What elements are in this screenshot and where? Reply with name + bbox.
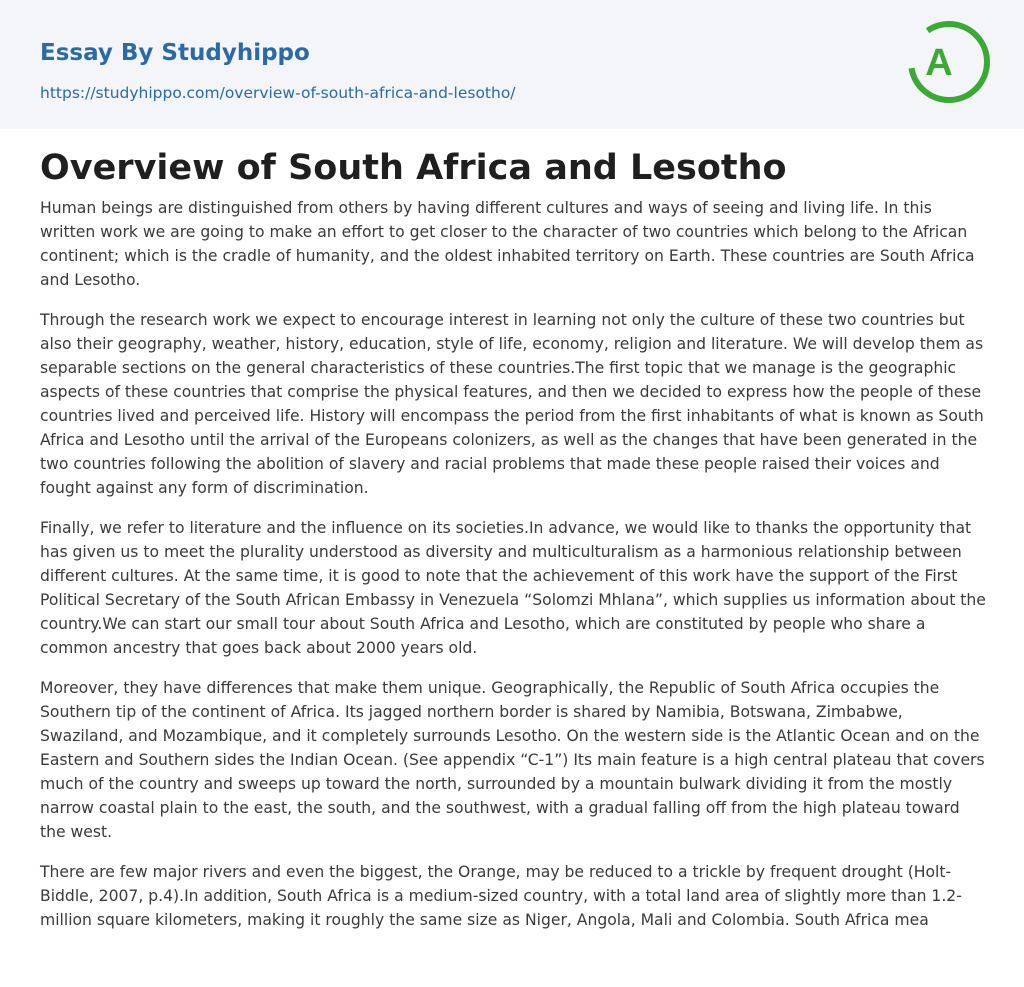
article <box>40 140 988 929</box>
article-title: Overview of South Africa and Lesotho <box>40 148 787 188</box>
studyhippo-logo-icon[interactable] <box>912 19 986 105</box>
site-header <box>0 0 1024 129</box>
article-paragraph-truncated: There are few major rivers and even the biggest, the Orange, may be reduced to a trickle by frequent drought (Holt-Biddle, 2007, p.4).In addition, South Africa is a medium-sized country, with a total land area of slightly more than 1.2-million square kilometers, making it roughly the same size as Niger, Angola, Mali and Colombia. South Africa mea <box>40 863 962 929</box>
page-url-link[interactable]: https://studyhippo.com/overview-of-south-africa-and-lesotho/ <box>40 84 516 102</box>
site-brand[interactable]: Essay By Studyhippo <box>40 40 310 66</box>
article-paragraph: Human beings are distinguished from others by having different cultures and ways of seeing and living life. In this written work we are going to make an effort to get closer to the character of two countries which belong to the African continent; which is the cradle of humanity, and the oldest inhabited territory on Earth. These countries are South Africa and Lesotho. <box>40 199 975 289</box>
article-paragraph: Moreover, they have differences that make them unique. Geographically, the Republic of South Africa occupies the Southern tip of the continent of Africa. Its jagged northern border is shared by Namibia, Botswana, Zimbabwe, Swaziland, and Mozambique, and it completely surrounds Lesotho. On the western side is the Atlantic Ocean and on the Eastern and Southern sides the Indian Ocean. (See appendix “C-1”) Its main feature is a high central plateau that covers much of the country and sweeps up toward the north, surrounded by a mountain bulwark dividing it from the mostly narrow coastal plain to the east, the south, and the southwest, with a gradual falling off from the high plateau toward the west. <box>40 679 985 841</box>
svg-text:A: A <box>925 42 953 84</box>
article-paragraph: Finally, we refer to literature and the influence on its societies.In advance, we would like to thanks the opportunity that has given us to meet the plurality understood as diversity and multiculturalism as a harmonious relationship between different cultures. At the same time, it is good to note that the achievement of this work have the support of the First Political Secretary of the South African Embassy in Venezuela “Solomzi Mhlana”, which supplies us information about the country.We can start our small tour about South Africa and Lesotho, which are constituted by people who share a common ancestry that goes back about 2000 years old. <box>40 519 986 657</box>
article-paragraph: Through the research work we expect to encourage interest in learning not only the culture of these two countries but also their geography, weather, history, education, style of life, economy, religion and literature. We will develop them as separable sections on the general characteristics of these countries.The first topic that we manage is the geographic aspects of these countries that comprise the physical features, and then we decided to express how the people of these countries lived and perceived life. History will encompass the period from the first inhabitants of what is known as South Africa and Lesotho until the arrival of the Europeans colonizers, as well as the changes that have been generated in the two countries following the abolition of slavery and racial problems that made these people raised their voices and fought against any form of discrimination. <box>40 311 984 497</box>
